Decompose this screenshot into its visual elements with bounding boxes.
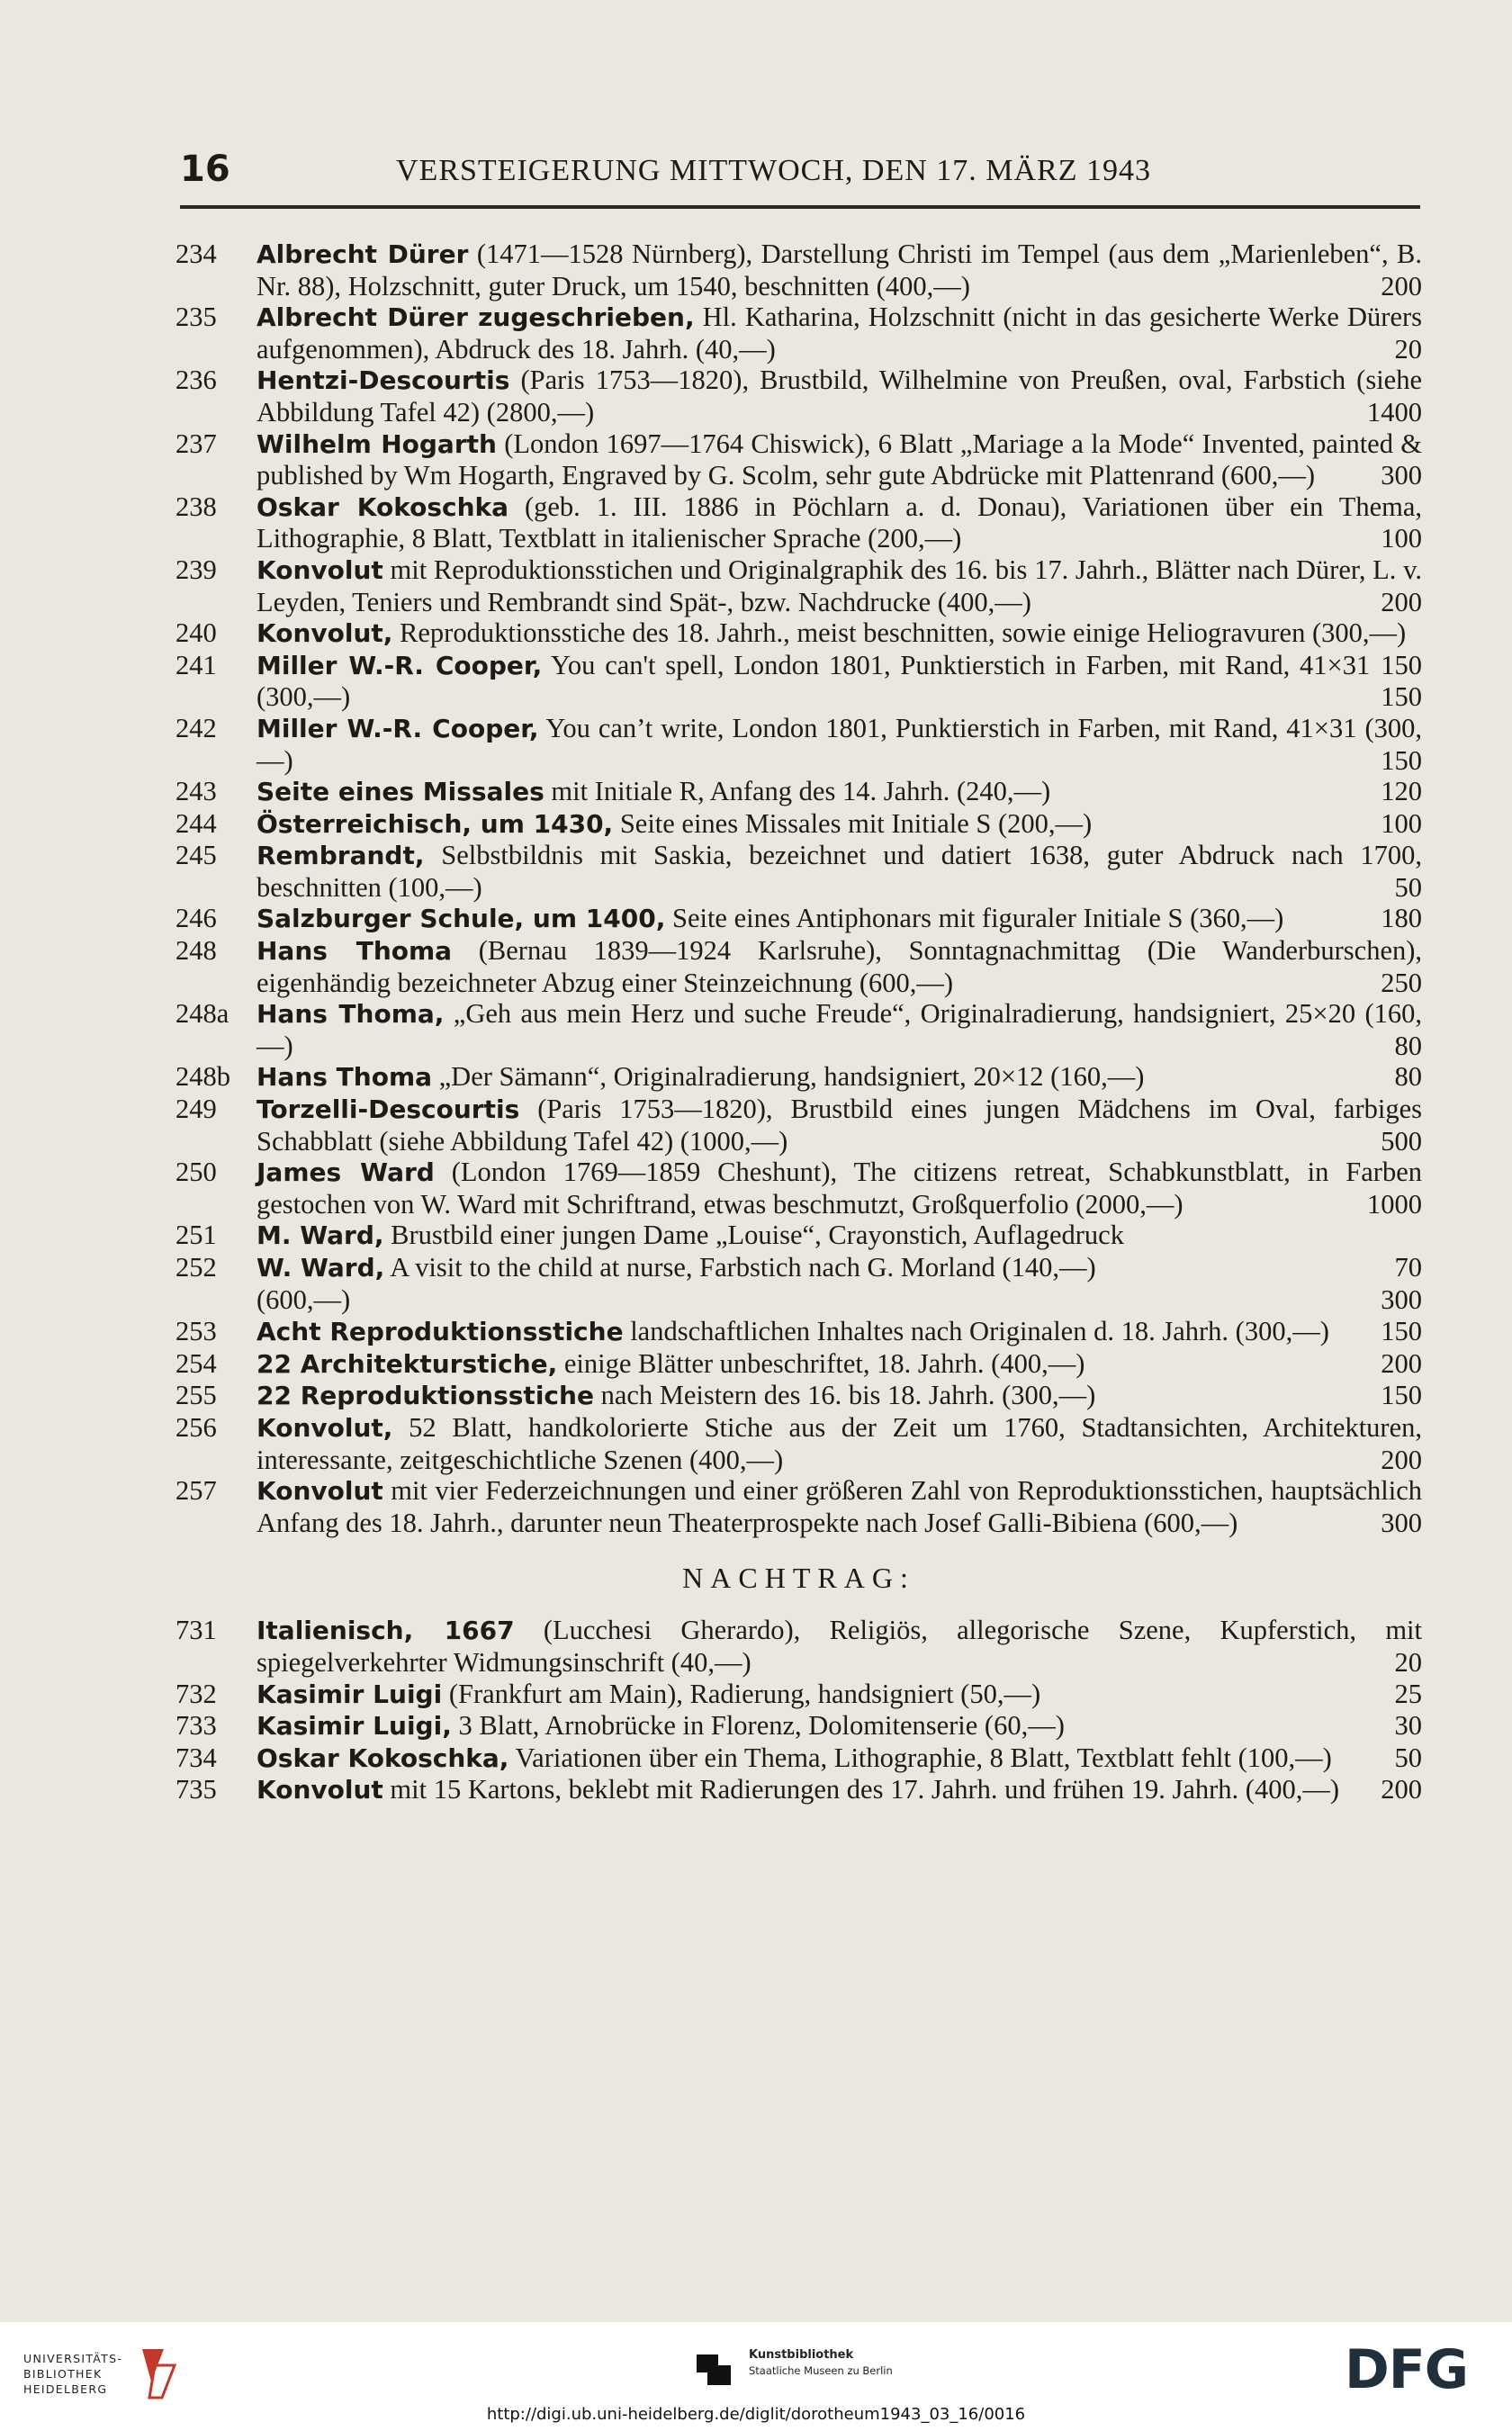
catalog-entries (176, 239, 1422, 1806)
kunstbibliothek-text (749, 2347, 893, 2378)
lot-price: 20 (1394, 333, 1422, 365)
lot-price: 150 (1381, 744, 1422, 776)
page-header (180, 149, 1422, 203)
lot-price: 200 (1381, 586, 1422, 617)
kb-title: Kunstbibliothek (749, 2348, 854, 2362)
lot-artist: Konvolut, (256, 618, 393, 649)
lot-text: You can’t write, London 1801, Punktierstich in Farben, mit Rand, 41×31 (300,—) (256, 712, 1422, 776)
lot-artist: James Ward (256, 1157, 435, 1188)
lot-description (256, 1284, 1422, 1317)
lot-description (256, 935, 1422, 998)
header-rule (180, 205, 1420, 209)
catalog-entry (176, 1774, 1422, 1806)
lot-text: A visit to the child at nurse, Farbstich nach G. Morland (140,—) (390, 1252, 1096, 1283)
catalog-entry (176, 1284, 1422, 1317)
lot-description (256, 1220, 1422, 1252)
lot-price: 80 (1394, 1061, 1422, 1093)
lot-text: einige Blätter unbeschriftet, 18. Jahrh. (400,—) (563, 1347, 1085, 1379)
lot-artist: 22 Reproduktionsstiche (256, 1381, 594, 1411)
lot-number: 250 (176, 1157, 217, 1188)
lot-price: 250 (1381, 967, 1422, 998)
page-number: 16 (180, 149, 230, 190)
lot-price: 150 (1381, 1316, 1422, 1347)
lot-number: 236 (176, 365, 217, 396)
lot-number: 731 (176, 1615, 217, 1646)
lot-price: 20 (1394, 1646, 1422, 1678)
lot-text: (Frankfurt am Main), Radierung, handsigniert (50,—) (448, 1678, 1041, 1709)
catalog-entry (176, 302, 1422, 365)
catalog-entry (176, 428, 1422, 491)
lot-number: 237 (176, 428, 217, 459)
university-line-1: UNIVERSITÄTS- (23, 2352, 123, 2365)
lot-price: 100 (1381, 807, 1422, 839)
lot-description (256, 840, 1422, 903)
lot-number: 238 (176, 491, 217, 522)
lot-artist: Konvolut, (256, 1412, 393, 1443)
lot-description (256, 554, 1422, 617)
lot-description (256, 776, 1422, 808)
lot-number: 732 (176, 1678, 217, 1709)
lot-price: 500 (1381, 1125, 1422, 1157)
lot-description (256, 1157, 1422, 1220)
catalog-entry (176, 1710, 1422, 1742)
catalog-entry (176, 903, 1422, 935)
lot-description (256, 365, 1422, 428)
lot-number: 235 (176, 302, 217, 333)
lot-description (256, 903, 1422, 935)
lot-number: 234 (176, 239, 217, 269)
lot-artist: Torzelli-Descourtis (256, 1094, 520, 1125)
lot-description (256, 1094, 1422, 1157)
lot-text: „Der Sämann“, Originalradierung, handsigniert, 20×12 (160,—) (438, 1061, 1145, 1093)
lot-artist: Hans Thoma, (256, 999, 445, 1030)
lot-price: 1000 (1367, 1188, 1422, 1220)
nachtrag-list (176, 1615, 1422, 1806)
catalog-entry (176, 491, 1422, 554)
lot-description (256, 713, 1422, 776)
lot-price: 80 (1394, 1030, 1422, 1061)
lot-number: 246 (176, 903, 217, 934)
lot-list (176, 239, 1422, 1538)
lot-price: 300 (1381, 1283, 1422, 1315)
lot-text: (geb. 1. III. 1886 in Pöchlarn a. d. Donau), Variationen über ein Thema, Lithographie, 8 Blatt, Textblatt in italienischer Sprache (200,—) (256, 491, 1423, 554)
catalog-entry (176, 998, 1422, 1061)
university-line-3: HEIDELBERG (23, 2382, 108, 2396)
lot-artist: Hentzi-Descourtis (256, 365, 510, 396)
lot-price: 70 (1394, 1252, 1422, 1283)
lot-price: 50 (1394, 871, 1422, 903)
lot-description (256, 1316, 1422, 1348)
lot-artist: 22 Architekturstiche, (256, 1348, 558, 1379)
lot-text: mit vier Federzeichnungen und einer größeren Zahl von Reproduktionsstichen, hauptsächlich Anfang des 18. Jahrh., darunter neun Theaterprospekte nach Josef Galli-Bibiena (600,—) (256, 1475, 1422, 1538)
lot-artist: Rembrandt, (256, 841, 425, 871)
lot-description (256, 1412, 1422, 1475)
catalog-entry (176, 1380, 1422, 1412)
lot-description (256, 998, 1422, 1061)
lot-price: 200 (1381, 1444, 1422, 1475)
catalog-entry (176, 776, 1422, 808)
catalog-entry (176, 1094, 1422, 1157)
lot-text: mit Reproduktionsstichen und Originalgraphik des 16. bis 17. Jahrh., Blätter nach Dürer, L. v. Leyden, Teniers und Rembrandt sind Spät-, bzw. Nachdrucke (400,—) (256, 554, 1423, 617)
catalog-entry (176, 1615, 1422, 1678)
lot-text: landschaftlichen Inhaltes nach Originalen d. 18. Jahrh. (300,—) (630, 1316, 1329, 1347)
lot-artist: Konvolut (256, 554, 383, 585)
lot-text: (1471—1528 Nürnberg), Darstellung Christi im Tempel (aus dem „Marienleben“, B. Nr. 88), Holzschnitt, guter Druck, um 1540, beschnitten (400,—) (256, 239, 1423, 302)
lot-number: 239 (176, 554, 217, 585)
lot-description (256, 1615, 1422, 1678)
lot-number: 252 (176, 1252, 217, 1283)
lot-text: Brustbild einer jungen Dame „Louise“, Crayonstich, Auflagedruck (391, 1220, 1124, 1251)
lot-artist: Oskar Kokoschka, (256, 1742, 509, 1773)
lot-price: 300 (1381, 1507, 1422, 1538)
lot-description (256, 1475, 1422, 1538)
lot-text: mit Initiale R, Anfang des 14. Jahrh. (240,—) (551, 776, 1051, 807)
lot-number: 244 (176, 807, 217, 839)
lot-number: 251 (176, 1220, 217, 1251)
catalog-entry (176, 808, 1422, 841)
lot-artist: W. Ward, (256, 1253, 385, 1283)
lot-text: (London 1697—1764 Chiswick), 6 Blatt „Mariage a la Mode“ Invented, painted & published by Wm Hogarth, Engraved by G. Scolm, sehr gute Abdrücke mit Plattenrand (600,—) (256, 428, 1422, 491)
lot-price: 200 (1381, 1774, 1422, 1805)
lot-number: 245 (176, 840, 217, 871)
lot-price: 200 (1381, 1347, 1422, 1379)
lot-price: 50 (1394, 1742, 1422, 1773)
lot-artist: Salzburger Schule, um 1400, (256, 904, 666, 934)
lot-number: 249 (176, 1094, 217, 1125)
lot-text: Variationen über ein Thema, Lithographie, 8 Blatt, Textblatt fehlt (100,—) (515, 1742, 1332, 1773)
lot-price: 300 (1381, 460, 1422, 491)
lot-number: 734 (176, 1742, 217, 1773)
lot-text: (Paris 1753—1820), Brustbild, Wilhelmine von Preußen, oval, Farbstich (siehe Abbildung Tafel 42) (2800,—) (256, 365, 1423, 428)
lot-text: (600,—) (256, 1283, 351, 1315)
lot-text: Seite eines Antiphonars mit figuraler Initiale S (360,—) (671, 903, 1284, 934)
lot-text: (Lucchesi Gherardo), Religiös, allegorische Szene, Kupferstich, mit spiegelverkehrter Widmungsinschrift (40,—) (256, 1615, 1422, 1678)
source-url[interactable]: http://digi.ub.uni-heidelberg.de/diglit/dorotheum1943_03_16/0016 (486, 2405, 1026, 2424)
catalog-entry (176, 1220, 1422, 1252)
lot-price: 1400 (1367, 396, 1422, 428)
university-logo-icon (137, 2345, 180, 2401)
lot-artist: Kasimir Luigi (256, 1679, 443, 1709)
lot-number: 735 (176, 1774, 217, 1805)
lot-text: (London 1769—1859 Cheshunt), The citizens retreat, Schabkunstblatt, in Farben gestochen von W. Ward mit Schriftrand, etwas beschmutzt, Großquerfolio (2000,—) (256, 1157, 1423, 1220)
lot-artist: Seite eines Missales (256, 777, 544, 807)
catalog-entry (176, 1412, 1422, 1475)
lot-description (256, 1679, 1422, 1711)
lot-description (256, 239, 1422, 302)
lot-artist: Albrecht Dürer (256, 239, 469, 269)
lot-text: Selbstbildnis mit Saskia, bezeichnet und datiert 1638, guter Abdruck nach 1700, beschnitten (100,—) (256, 840, 1422, 903)
lot-number: 253 (176, 1316, 217, 1347)
lot-description (256, 1380, 1422, 1412)
nachtrag-heading: NACHTRAG: (682, 1562, 915, 1595)
lot-description (256, 1061, 1422, 1094)
running-title: VERSTEIGERUNG MITTWOCH, DEN 17. MÄRZ 1943 (396, 154, 1152, 187)
lot-artist: Acht Reproduktionsstiche (256, 1317, 624, 1347)
university-line-2: BIBLIOTHEK (23, 2367, 103, 2381)
dfg-logo: DFG (1345, 2338, 1469, 2401)
lot-number: 256 (176, 1411, 217, 1443)
lot-number: 257 (176, 1475, 217, 1507)
lot-number: 240 (176, 617, 217, 649)
lot-description (256, 1252, 1422, 1284)
lot-price: 150 (1381, 681, 1422, 713)
catalog-entry (176, 1348, 1422, 1381)
lot-description (256, 491, 1422, 554)
lot-number: 248 (176, 935, 217, 967)
catalog-entry (176, 1679, 1422, 1711)
lot-text: mit 15 Kartons, beklebt mit Radierungen des 17. Jahrh. und frühen 19. Jahrh. (400,—) (390, 1774, 1339, 1805)
lot-text: You can't spell, London 1801, Punktierstich in Farben, mit Rand, 41×31 (300,—) (256, 649, 1371, 713)
lot-description (256, 808, 1422, 841)
catalog-entry (176, 650, 1422, 713)
lot-artist: M. Ward, (256, 1220, 384, 1251)
lot-description (256, 302, 1422, 365)
lot-number: 242 (176, 712, 217, 743)
kb-subtitle: Staatliche Museen zu Berlin (749, 2364, 893, 2377)
catalog-entry (176, 840, 1422, 903)
lot-description (256, 428, 1422, 491)
lot-artist: Italienisch, 1667 (256, 1616, 515, 1646)
catalog-entry (176, 1252, 1422, 1284)
catalog-entry (176, 1316, 1422, 1348)
lot-artist: Wilhelm Hogarth (256, 428, 497, 459)
catalog-entry (176, 1061, 1422, 1094)
lot-artist: Oskar Kokoschka (256, 491, 509, 522)
lot-text: (Paris 1753—1820), Brustbild eines jungen Mädchens im Oval, farbiges Schabblatt (siehe Abbildung Tafel 42) (1000,—) (256, 1094, 1422, 1157)
lot-text: 3 Blatt, Arnobrücke in Florenz, Dolomitenserie (60,—) (458, 1710, 1065, 1742)
lot-text: (Bernau 1839—1924 Karlsruhe), Sonntagnachmittag (Die Wanderburschen), eigenhändig bezeichneter Abzug einer Steinzeichnung (600,—) (256, 935, 1423, 998)
lot-text: Seite eines Missales mit Initiale S (200,—) (619, 807, 1093, 839)
catalog-entry (176, 239, 1422, 302)
lot-number: 241 (176, 649, 217, 680)
catalog-entry (176, 365, 1422, 428)
lot-number: 254 (176, 1347, 217, 1379)
lot-artist: Hans Thoma (256, 936, 453, 967)
lot-number: 248b (176, 1061, 230, 1093)
catalog-entry (176, 1157, 1422, 1220)
lot-description (256, 1348, 1422, 1381)
lot-description (256, 1710, 1422, 1742)
lot-artist: Miller W.-R. Cooper, (256, 713, 539, 743)
lot-price: 100 (1381, 523, 1422, 554)
lot-price: 30 (1394, 1710, 1422, 1742)
lot-text: nach Meistern des 16. bis 18. Jahrh. (300,—) (600, 1380, 1096, 1411)
lot-number: 248a (176, 998, 230, 1030)
catalog-entry (176, 935, 1422, 998)
lot-price: 25 (1394, 1678, 1422, 1709)
lot-description (256, 650, 1422, 713)
lot-price: 120 (1381, 776, 1422, 807)
lot-artist: Konvolut (256, 1775, 383, 1805)
lot-artist: Kasimir Luigi, (256, 1711, 452, 1742)
lot-text: 52 Blatt, handkolorierte Stiche aus der Zeit um 1760, Stadtansichten, Architekturen, interessante, zeitgeschichtliche Szenen (400,—) (256, 1411, 1423, 1475)
lot-number: 733 (176, 1710, 217, 1742)
lot-text: „Geh aus mein Herz und suche Freude“, Originalradierung, handsigniert, 25×20 (160,—) (256, 998, 1423, 1061)
lot-text: Reproduktionsstiche des 18. Jahrh., meist beschnitten, sowie einige Heliogravuren (300,—) (400, 617, 1407, 649)
catalog-entry (176, 713, 1422, 776)
lot-artist: Österreichisch, um 1430, (256, 808, 614, 839)
lot-artist: Albrecht Dürer zugeschrieben, (256, 302, 695, 333)
lot-artist: Hans Thoma (256, 1062, 433, 1093)
kunstbibliothek-logo-icon (691, 2345, 738, 2392)
lot-description (256, 1742, 1422, 1775)
catalog-entry (176, 554, 1422, 617)
lot-artist: Konvolut (256, 1476, 383, 1507)
lot-price: 180 (1381, 903, 1422, 934)
catalog-entry (176, 1742, 1422, 1775)
university-library-text (23, 2351, 140, 2397)
lot-price: 150 (1381, 649, 1422, 680)
lot-price: 200 (1381, 270, 1422, 302)
lot-description (256, 1774, 1422, 1806)
lot-price: 150 (1381, 1380, 1422, 1411)
lot-number: 243 (176, 776, 217, 807)
lot-text: Hl. Katharina, Holzschnitt (nicht in das gesicherte Werke Dürers aufgenommen), Abdruck des 18. Jahrh. (40,—) (256, 302, 1423, 365)
lot-artist: Miller W.-R. Cooper, (256, 650, 543, 680)
catalog-entry (176, 1475, 1422, 1538)
lot-number: 255 (176, 1380, 217, 1411)
